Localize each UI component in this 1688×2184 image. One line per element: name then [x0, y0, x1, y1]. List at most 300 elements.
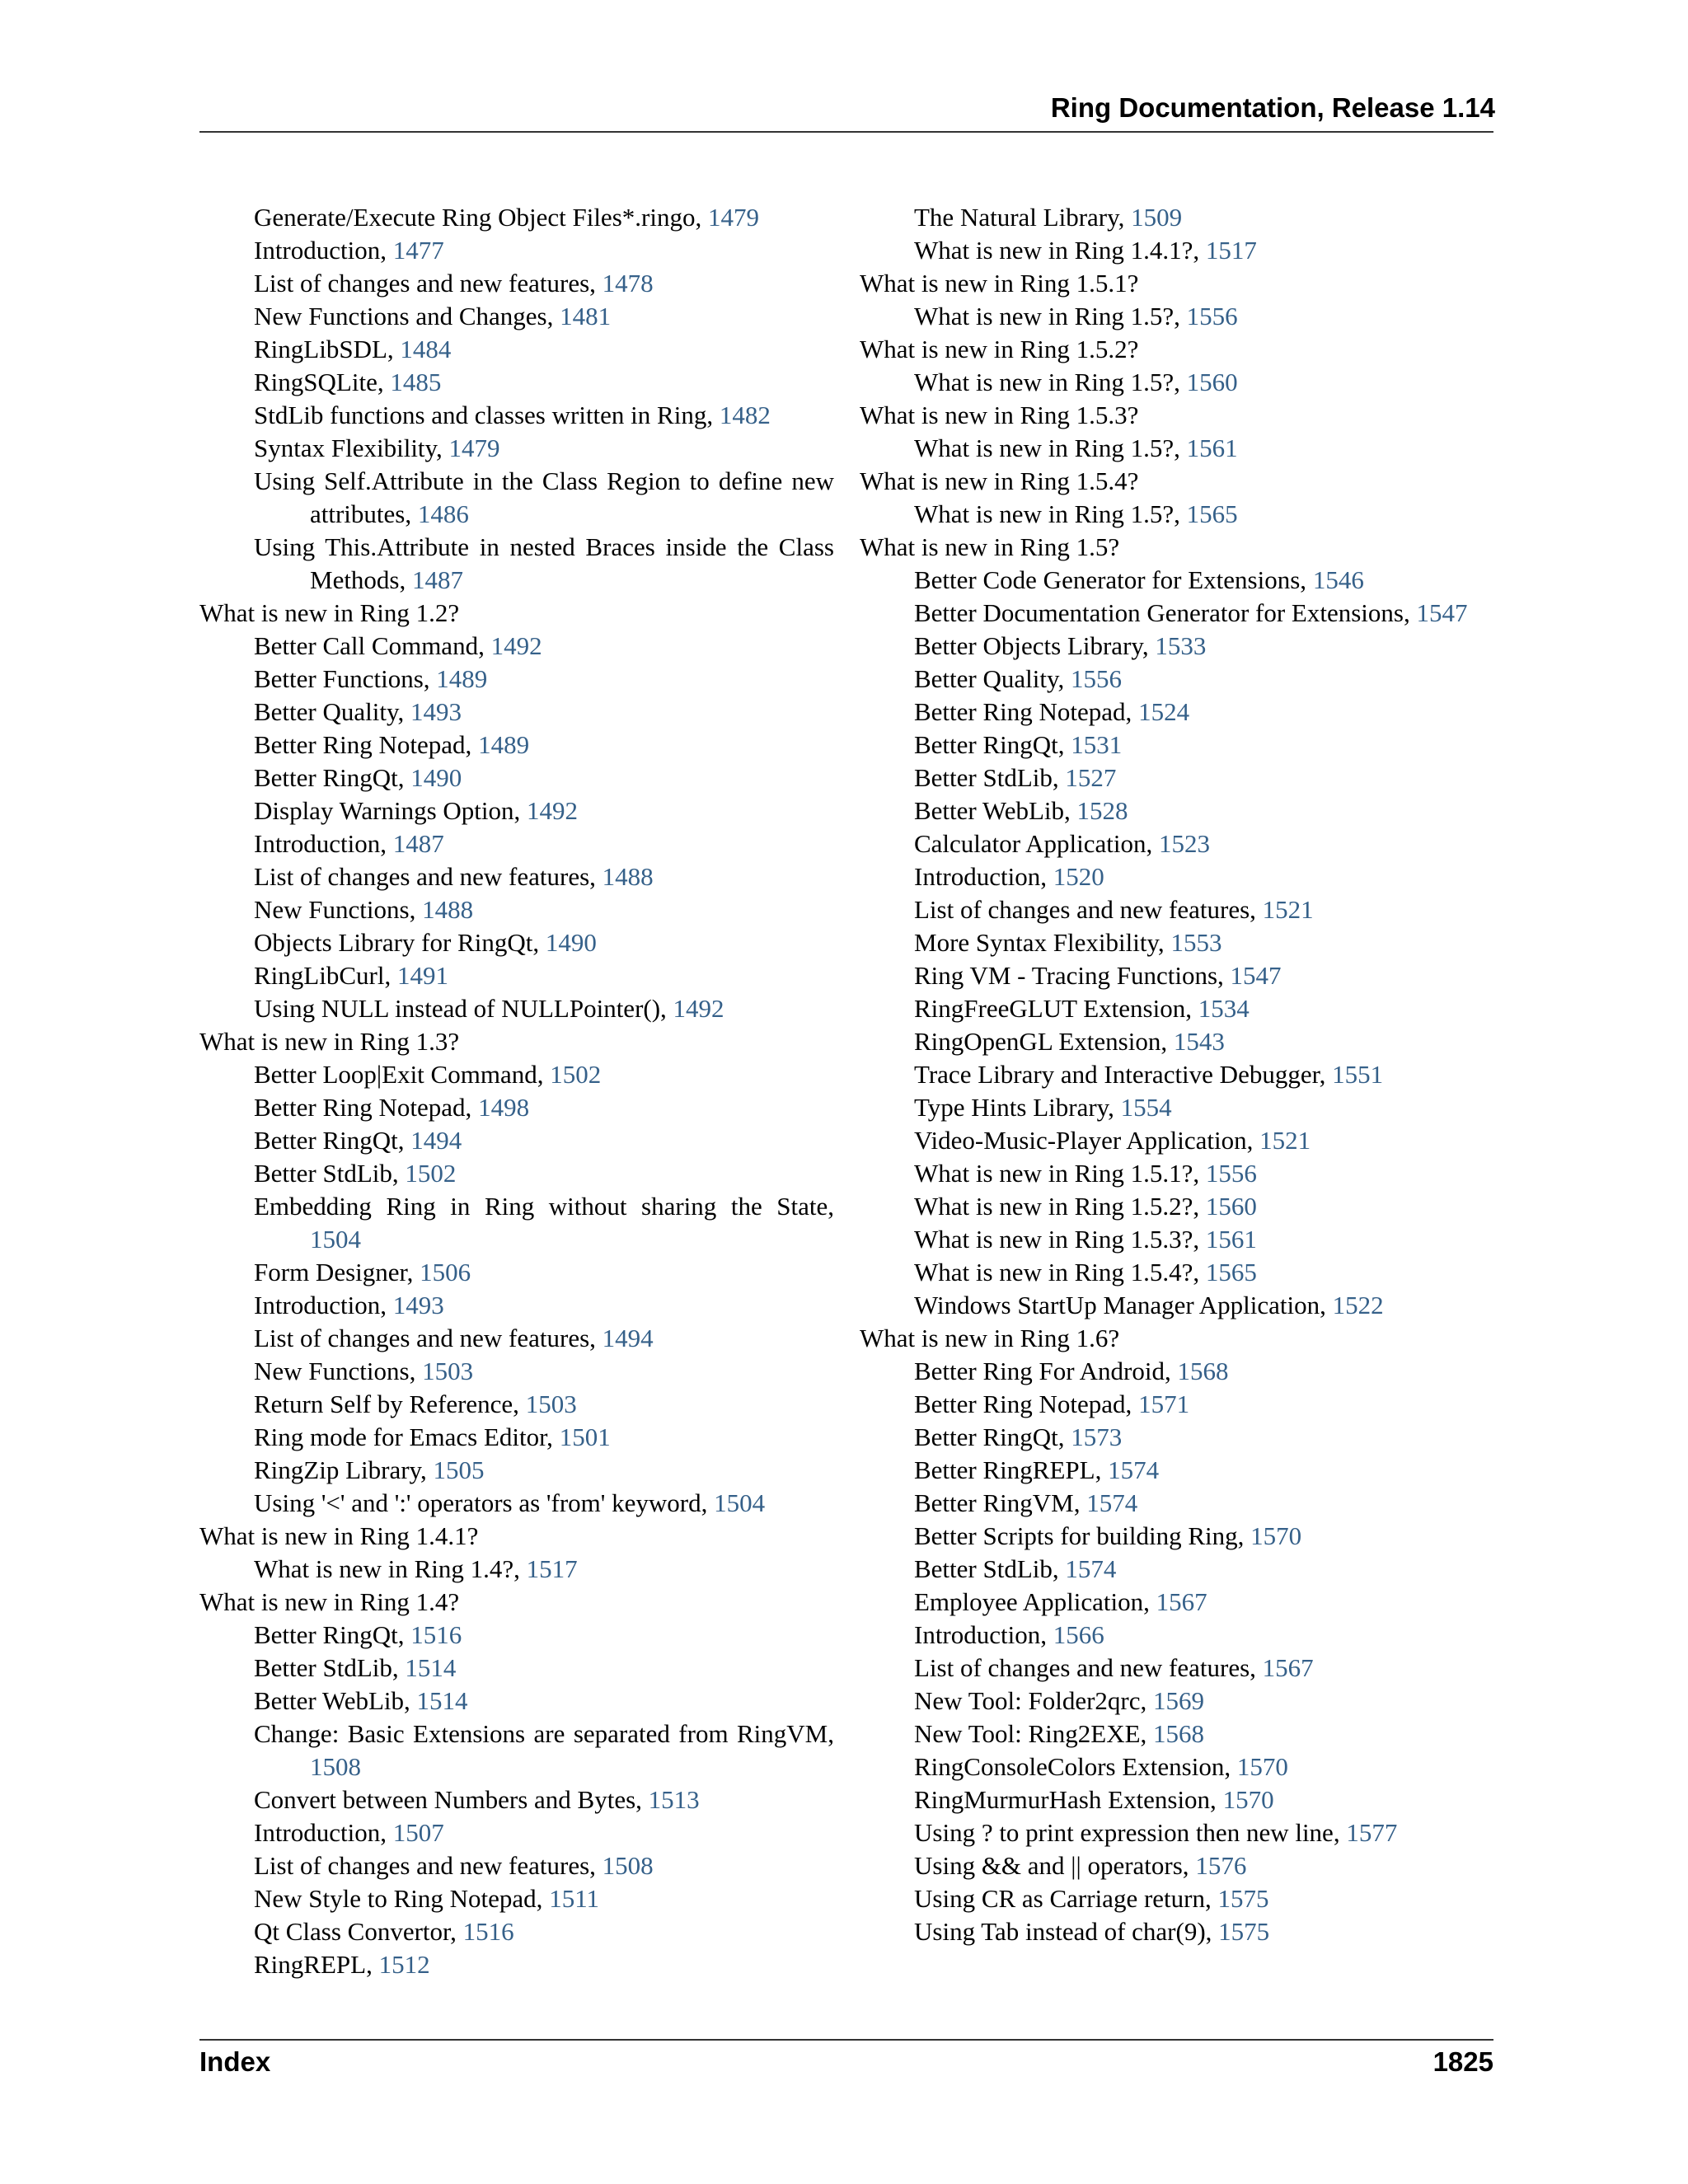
index-heading — [860, 465, 1494, 498]
index-entry — [860, 630, 1494, 663]
index-entry — [860, 234, 1494, 267]
index-entry-text: StdLib functions and classes written in Ring, — [254, 401, 720, 429]
page-link[interactable]: 1501 — [559, 1422, 611, 1451]
index-entry — [199, 1915, 834, 1948]
index-entry-text: Better RingQt, — [254, 1126, 411, 1155]
index-entry-text: Embedding Ring in Ring without sharing the State, — [254, 1192, 834, 1221]
index-entry — [860, 201, 1494, 234]
page-link[interactable]: 1487 — [392, 829, 444, 858]
index-entry — [199, 1355, 834, 1388]
index-entry-text: Better Ring Notepad, — [914, 1390, 1139, 1418]
page-link[interactable]: 1547 — [1230, 961, 1282, 990]
index-entry — [199, 893, 834, 926]
index-entry — [199, 1454, 834, 1487]
index-entry — [860, 1586, 1494, 1619]
index-entry-text: Better Ring Notepad, — [914, 697, 1139, 726]
page-link[interactable]: 1477 — [392, 236, 444, 265]
index-entry — [199, 1553, 834, 1586]
index-entry — [860, 827, 1494, 860]
index-entry — [199, 1190, 834, 1256]
index-entry — [199, 1849, 834, 1882]
index-entry — [199, 1882, 834, 1915]
index-entry — [199, 1058, 834, 1091]
index-entry — [199, 729, 834, 762]
index-entry-text: Better StdLib, — [914, 1554, 1066, 1583]
page-link[interactable]: 1507 — [392, 1818, 444, 1847]
index-entry — [860, 992, 1494, 1025]
index-entry-text: What is new in Ring 1.4?, — [254, 1554, 527, 1583]
page-link[interactable]: 1494 — [602, 1324, 654, 1352]
index-entry-text: Objects Library for RingQt, — [254, 928, 546, 957]
index-entry — [860, 1091, 1494, 1124]
page-link[interactable]: 1486 — [417, 499, 469, 528]
index-entry — [199, 234, 834, 267]
page-link[interactable]: 1488 — [422, 895, 474, 924]
index-entry-text: What is new in Ring 1.5.2?, — [914, 1192, 1206, 1221]
page-link[interactable]: 1570 — [1236, 1752, 1288, 1781]
index-entry-text: What is new in Ring 1.2? — [199, 598, 460, 627]
index-entry-text: Better StdLib, — [254, 1653, 406, 1682]
index-entry-text: What is new in Ring 1.5.3? — [860, 401, 1139, 429]
index-entry-text: Using && and || operators, — [914, 1851, 1196, 1880]
page-link[interactable]: 1565 — [1205, 1258, 1257, 1286]
index-entry — [860, 1388, 1494, 1421]
index-entry-text: What is new in Ring 1.5.1?, — [914, 1159, 1206, 1188]
footer-rule — [199, 2039, 1493, 2041]
page-link[interactable]: 1498 — [478, 1093, 530, 1122]
page-link[interactable]: 1521 — [1262, 895, 1314, 924]
index-entry — [199, 1388, 834, 1421]
page-link[interactable]: 1569 — [1153, 1686, 1204, 1715]
index-entry-text: What is new in Ring 1.5?, — [914, 302, 1187, 330]
page-link[interactable]: 1482 — [719, 401, 771, 429]
index-entry-text: Syntax Flexibility, — [254, 434, 449, 462]
page-link[interactable]: 1543 — [1173, 1027, 1225, 1056]
index-entry — [860, 893, 1494, 926]
page-link[interactable]: 1491 — [396, 961, 448, 990]
index-entry — [199, 1421, 834, 1454]
page-link[interactable]: 1571 — [1138, 1390, 1190, 1418]
index-entry — [199, 531, 834, 597]
index-entry-text: RingFreeGLUT Extension, — [914, 994, 1198, 1023]
index-entry-text: Generate/Execute Ring Object Files*.ringo, — [254, 203, 708, 232]
index-entry — [199, 1256, 834, 1289]
index-entry — [860, 1190, 1494, 1223]
index-entry-text: Better Quality, — [254, 697, 410, 726]
index-entry-text: New Functions, — [254, 1357, 423, 1385]
page-link[interactable]: 1528 — [1076, 796, 1128, 825]
index-entry-text: New Tool: Ring2EXE, — [914, 1719, 1154, 1748]
page-link[interactable]: 1503 — [422, 1357, 474, 1385]
page-link[interactable]: 1570 — [1250, 1521, 1302, 1550]
page-link[interactable]: 1574 — [1108, 1455, 1160, 1484]
index-heading — [199, 597, 834, 630]
index-entry — [860, 762, 1494, 794]
index-entry-text: What is new in Ring 1.5?, — [914, 368, 1187, 396]
page-link[interactable]: 1479 — [448, 434, 500, 462]
page-link[interactable]: 1505 — [433, 1455, 485, 1484]
page-link[interactable]: 1533 — [1155, 631, 1207, 660]
page-link[interactable]: 1567 — [1262, 1653, 1314, 1682]
page-link[interactable]: 1531 — [1071, 730, 1123, 759]
page-link[interactable]: 1524 — [1138, 697, 1190, 726]
page-link[interactable]: 1517 — [1205, 236, 1257, 265]
index-entry — [199, 201, 834, 234]
page-link[interactable]: 1478 — [602, 269, 654, 298]
page-link[interactable]: 1504 — [310, 1225, 361, 1254]
index-entry-text: RingOpenGL Extension, — [914, 1027, 1174, 1056]
index-entry-text: What is new in Ring 1.5?, — [914, 434, 1187, 462]
index-entry-text: Change: Basic Extensions are separated from RingVM, — [254, 1719, 834, 1748]
index-entry-text: What is new in Ring 1.5?, — [914, 499, 1187, 528]
index-entry — [199, 1124, 834, 1157]
index-entry — [860, 1289, 1494, 1322]
index-entry-text: Better Functions, — [254, 664, 437, 693]
index-entry-text: What is new in Ring 1.4.1?, — [914, 236, 1206, 265]
index-entry — [199, 992, 834, 1025]
index-entry-text: Introduction, — [254, 1291, 393, 1319]
index-entry — [860, 1915, 1494, 1948]
page-link[interactable]: 1493 — [410, 697, 462, 726]
index-entry-text: Using '<' and ':' operators as 'from' keyword, — [254, 1488, 715, 1517]
index-entry — [860, 696, 1494, 729]
page-link[interactable]: 1514 — [416, 1686, 468, 1715]
page-link[interactable]: 1561 — [1186, 434, 1238, 462]
header-rule — [199, 131, 1493, 133]
index-entry — [199, 663, 834, 696]
page-link[interactable]: 1488 — [602, 862, 654, 891]
index-entry-text: New Functions, — [254, 895, 423, 924]
index-heading — [199, 1520, 834, 1553]
index-entry-text: Better RingQt, — [914, 1422, 1071, 1451]
index-entry-text: Better Loop|Exit Command, — [254, 1060, 551, 1089]
page-link[interactable]: 1575 — [1218, 1917, 1270, 1946]
index-entry — [199, 267, 834, 300]
page-link[interactable]: 1508 — [310, 1752, 361, 1781]
index-entry — [199, 762, 834, 794]
index-entry-text: Better RingQt, — [254, 763, 411, 792]
index-entry — [860, 959, 1494, 992]
index-entry-text: The Natural Library, — [914, 203, 1132, 232]
index-entry — [860, 1355, 1494, 1388]
index-entry-text: Better Ring Notepad, — [254, 730, 479, 759]
index-entry-text: Better RingQt, — [914, 730, 1071, 759]
page-link[interactable]: 1490 — [410, 763, 462, 792]
index-entry — [199, 1289, 834, 1322]
index-entry — [199, 1685, 834, 1718]
page-link[interactable]: 1506 — [420, 1258, 471, 1286]
index-entry — [860, 729, 1494, 762]
page-link[interactable]: 1494 — [410, 1126, 462, 1155]
index-entry — [199, 1718, 834, 1783]
index-entry-text: What is new in Ring 1.4.1? — [199, 1521, 479, 1550]
index-entry — [860, 860, 1494, 893]
index-entry — [860, 432, 1494, 465]
index-entry-text: List of changes and new features, — [254, 862, 603, 891]
page-link[interactable]: 1517 — [526, 1554, 578, 1583]
page-link[interactable]: 1527 — [1065, 763, 1117, 792]
index-entry — [860, 366, 1494, 399]
index-entry-text: Introduction, — [914, 862, 1053, 891]
index-entry-text: RingZip Library, — [254, 1455, 434, 1484]
index-entry — [860, 1058, 1494, 1091]
index-entry — [199, 794, 834, 827]
index-entry-text: Using This.Attribute in nested Braces inside the Class Methods, — [254, 532, 834, 594]
index-entry-text: What is new in Ring 1.5.1? — [860, 269, 1139, 298]
page-link[interactable]: 1556 — [1070, 664, 1122, 693]
index-entry-text: Type Hints Library, — [914, 1093, 1121, 1122]
index-heading — [199, 1586, 834, 1619]
index-heading — [199, 1025, 834, 1058]
index-entry — [860, 498, 1494, 531]
index-entry-text: RingLibCurl, — [254, 961, 397, 990]
index-entry-text: Employee Application, — [914, 1587, 1156, 1616]
index-entry — [199, 1091, 834, 1124]
index-entry — [199, 1652, 834, 1685]
index-entry — [199, 1322, 834, 1355]
page-link[interactable]: 1574 — [1086, 1488, 1138, 1517]
index-entry — [199, 959, 834, 992]
page-link[interactable]: 1575 — [1217, 1884, 1269, 1913]
page-link[interactable]: 1574 — [1065, 1554, 1117, 1583]
index-entry — [199, 1487, 834, 1520]
index-entry-text: Better Ring For Android, — [914, 1357, 1178, 1385]
index-entry-text: RingLibSDL, — [254, 335, 401, 363]
index-entry-text: Better Call Command, — [254, 631, 491, 660]
index-entry-text: Convert between Numbers and Bytes, — [254, 1785, 649, 1814]
page-link[interactable]: 1492 — [527, 796, 579, 825]
index-entry-text: Calculator Application, — [914, 829, 1160, 858]
page-link[interactable]: 1553 — [1170, 928, 1222, 957]
index-entry-text: New Tool: Folder2qrc, — [914, 1686, 1153, 1715]
index-entry-text: What is new in Ring 1.5.3?, — [914, 1225, 1206, 1254]
page-link[interactable]: 1492 — [673, 994, 724, 1023]
index-entry-text: Better StdLib, — [914, 763, 1066, 792]
index-entry — [860, 1223, 1494, 1256]
index-entry — [860, 564, 1494, 597]
index-entry-text: List of changes and new features, — [254, 269, 603, 298]
page-link[interactable]: 1566 — [1053, 1620, 1104, 1649]
page-link[interactable]: 1560 — [1186, 368, 1238, 396]
page-link[interactable]: 1561 — [1205, 1225, 1257, 1254]
running-header: Ring Documentation, Release 1.14 — [1050, 92, 1495, 123]
index-entry — [199, 333, 834, 366]
index-entry — [860, 597, 1494, 630]
page-link[interactable]: 1479 — [707, 203, 759, 232]
index-entry — [199, 1816, 834, 1849]
page-link[interactable]: 1560 — [1205, 1192, 1257, 1221]
index-entry-text: Using Self.Attribute in the Class Region to define new attributes, — [254, 466, 834, 528]
page-link[interactable]: 1577 — [1346, 1818, 1398, 1847]
index-entry — [860, 1685, 1494, 1718]
index-entry-text: Better RingREPL, — [914, 1455, 1109, 1484]
index-entry-text: List of changes and new features, — [914, 1653, 1263, 1682]
index-entry-text: New Functions and Changes, — [254, 302, 560, 330]
index-entry-text: Better Objects Library, — [914, 631, 1156, 660]
page-link[interactable]: 1514 — [405, 1653, 457, 1682]
index-entry — [860, 1025, 1494, 1058]
page-link[interactable]: 1516 — [410, 1620, 462, 1649]
index-column-left — [199, 201, 834, 1981]
index-entry-text: New Style to Ring Notepad, — [254, 1884, 550, 1913]
index-entry-text: Introduction, — [254, 1818, 393, 1847]
page-link[interactable]: 1521 — [1259, 1126, 1311, 1155]
index-entry-text: Qt Class Convertor, — [254, 1917, 463, 1946]
index-entry — [860, 1750, 1494, 1783]
index-heading — [860, 267, 1494, 300]
index-entry — [860, 1619, 1494, 1652]
index-entry — [199, 1157, 834, 1190]
index-entry-text: What is new in Ring 1.4? — [199, 1587, 460, 1616]
index-entry-text: Using Tab instead of char(9), — [914, 1917, 1219, 1946]
index-entry-text: What is new in Ring 1.5.4?, — [914, 1258, 1206, 1286]
index-entry — [860, 1718, 1494, 1750]
index-heading — [860, 1322, 1494, 1355]
page-link[interactable]: 1568 — [1177, 1357, 1229, 1385]
index-entry — [199, 432, 834, 465]
index-entry — [199, 300, 834, 333]
index-entry-text: Using NULL instead of NULLPointer(), — [254, 994, 673, 1023]
page-link[interactable]: 1534 — [1198, 994, 1250, 1023]
index-entry-text: Display Warnings Option, — [254, 796, 528, 825]
index-entry-text: Trace Library and Interactive Debugger, — [914, 1060, 1333, 1089]
page-link[interactable]: 1547 — [1416, 598, 1468, 627]
index-entry-text: RingConsoleColors Extension, — [914, 1752, 1237, 1781]
index-entry-text: Better Scripts for building Ring, — [914, 1521, 1251, 1550]
index-entry — [860, 1553, 1494, 1586]
index-entry — [860, 1421, 1494, 1454]
index-entry-text: Better StdLib, — [254, 1159, 406, 1188]
index-entry — [199, 366, 834, 399]
page-link[interactable]: 1556 — [1186, 302, 1238, 330]
page-number: 1825 — [1432, 2046, 1493, 2077]
page-link[interactable]: 1568 — [1153, 1719, 1205, 1748]
index-entry-text: RingSQLite, — [254, 368, 391, 396]
page-link[interactable]: 1573 — [1071, 1422, 1123, 1451]
index-entry-text: Ring VM - Tracing Functions, — [914, 961, 1231, 990]
page-link[interactable]: 1565 — [1186, 499, 1238, 528]
index-entry-text: Better WebLib, — [254, 1686, 417, 1715]
page-link[interactable]: 1554 — [1120, 1093, 1172, 1122]
index-entry — [860, 1783, 1494, 1816]
index-entry — [860, 1849, 1494, 1882]
page-link[interactable]: 1513 — [648, 1785, 700, 1814]
page-link[interactable]: 1502 — [405, 1159, 457, 1188]
index-entry-text: List of changes and new features, — [254, 1324, 603, 1352]
footer-section: Index — [199, 2046, 271, 2077]
index-entry — [860, 1454, 1494, 1487]
index-entry — [199, 1619, 834, 1652]
page-link[interactable]: 1504 — [714, 1488, 766, 1517]
index-column-right — [860, 201, 1494, 1948]
page-link[interactable]: 1551 — [1332, 1060, 1384, 1089]
index-entry-text: What is new in Ring 1.5.2? — [860, 335, 1139, 363]
page-link[interactable]: 1570 — [1222, 1785, 1274, 1814]
index-entry-text: Return Self by Reference, — [254, 1390, 526, 1418]
index-entry-text: Form Designer, — [254, 1258, 420, 1286]
index-entry — [199, 399, 834, 432]
index-entry — [199, 1783, 834, 1816]
page-link[interactable]: 1485 — [390, 368, 442, 396]
index-entry-text: List of changes and new features, — [254, 1851, 603, 1880]
index-heading — [860, 399, 1494, 432]
index-entry-text: More Syntax Flexibility, — [914, 928, 1171, 957]
index-heading — [860, 531, 1494, 564]
page-link[interactable]: 1520 — [1053, 862, 1104, 891]
index-entry-text: What is new in Ring 1.5? — [860, 532, 1120, 561]
index-entry-text: Better RingQt, — [254, 1620, 411, 1649]
page-link[interactable]: 1492 — [490, 631, 542, 660]
index-entry — [860, 300, 1494, 333]
index-entry-text: Introduction, — [254, 829, 393, 858]
page-link[interactable]: 1484 — [400, 335, 452, 363]
index-entry-text: What is new in Ring 1.5.4? — [860, 466, 1139, 495]
index-entry — [860, 1520, 1494, 1553]
index-entry-text: Ring mode for Emacs Editor, — [254, 1422, 560, 1451]
page-link[interactable]: 1516 — [462, 1917, 514, 1946]
page-link[interactable]: 1487 — [412, 565, 463, 594]
index-entry — [199, 860, 834, 893]
page-link[interactable]: 1489 — [478, 730, 530, 759]
page-link[interactable]: 1503 — [525, 1390, 577, 1418]
index-entry-text: List of changes and new features, — [914, 895, 1263, 924]
index-entry-text: Using ? to print expression then new line, — [914, 1818, 1347, 1847]
index-entry-text: What is new in Ring 1.3? — [199, 1027, 460, 1056]
page-link[interactable]: 1576 — [1195, 1851, 1247, 1880]
index-entry — [860, 1256, 1494, 1289]
index-entry — [860, 926, 1494, 959]
page-link[interactable]: 1567 — [1156, 1587, 1207, 1616]
index-entry — [199, 827, 834, 860]
page-link[interactable]: 1489 — [436, 664, 488, 693]
page-link[interactable]: 1481 — [560, 302, 612, 330]
index-entry — [860, 1882, 1494, 1915]
index-entry-text: RingMurmurHash Extension, — [914, 1785, 1223, 1814]
index-entry-text: Better Quality, — [914, 664, 1071, 693]
index-entry — [199, 465, 834, 531]
index-entry — [860, 1816, 1494, 1849]
page-link[interactable]: 1512 — [378, 1950, 430, 1979]
page-link[interactable]: 1502 — [550, 1060, 602, 1089]
index-entry — [860, 663, 1494, 696]
page-link[interactable]: 1556 — [1205, 1159, 1257, 1188]
index-entry — [860, 1487, 1494, 1520]
index-entry-text: Introduction, — [914, 1620, 1053, 1649]
index-entry-text: Better Code Generator for Extensions, — [914, 565, 1313, 594]
page-link[interactable]: 1546 — [1312, 565, 1364, 594]
page-link[interactable]: 1511 — [549, 1884, 600, 1913]
index-entry-text: Better RingVM, — [914, 1488, 1087, 1517]
page-link[interactable]: 1490 — [545, 928, 597, 957]
index-entry-text: What is new in Ring 1.6? — [860, 1324, 1120, 1352]
index-entry-text: Better Documentation Generator for Extensions, — [914, 598, 1417, 627]
index-entry — [199, 1948, 834, 1981]
page-link[interactable]: 1508 — [602, 1851, 654, 1880]
index-entry-text: Using CR as Carriage return, — [914, 1884, 1218, 1913]
index-entry — [199, 696, 834, 729]
index-entry — [860, 1124, 1494, 1157]
index-entry — [199, 630, 834, 663]
index-entry-text: Video-Music-Player Application, — [914, 1126, 1260, 1155]
page-link[interactable]: 1493 — [392, 1291, 444, 1319]
index-entry-text: Better Ring Notepad, — [254, 1093, 479, 1122]
index-heading — [860, 333, 1494, 366]
page-link[interactable]: 1509 — [1131, 203, 1183, 232]
page-link[interactable]: 1523 — [1159, 829, 1211, 858]
index-entry-text: Better WebLib, — [914, 796, 1077, 825]
page-link[interactable]: 1522 — [1332, 1291, 1384, 1319]
index-entry-text: Windows StartUp Manager Application, — [914, 1291, 1333, 1319]
